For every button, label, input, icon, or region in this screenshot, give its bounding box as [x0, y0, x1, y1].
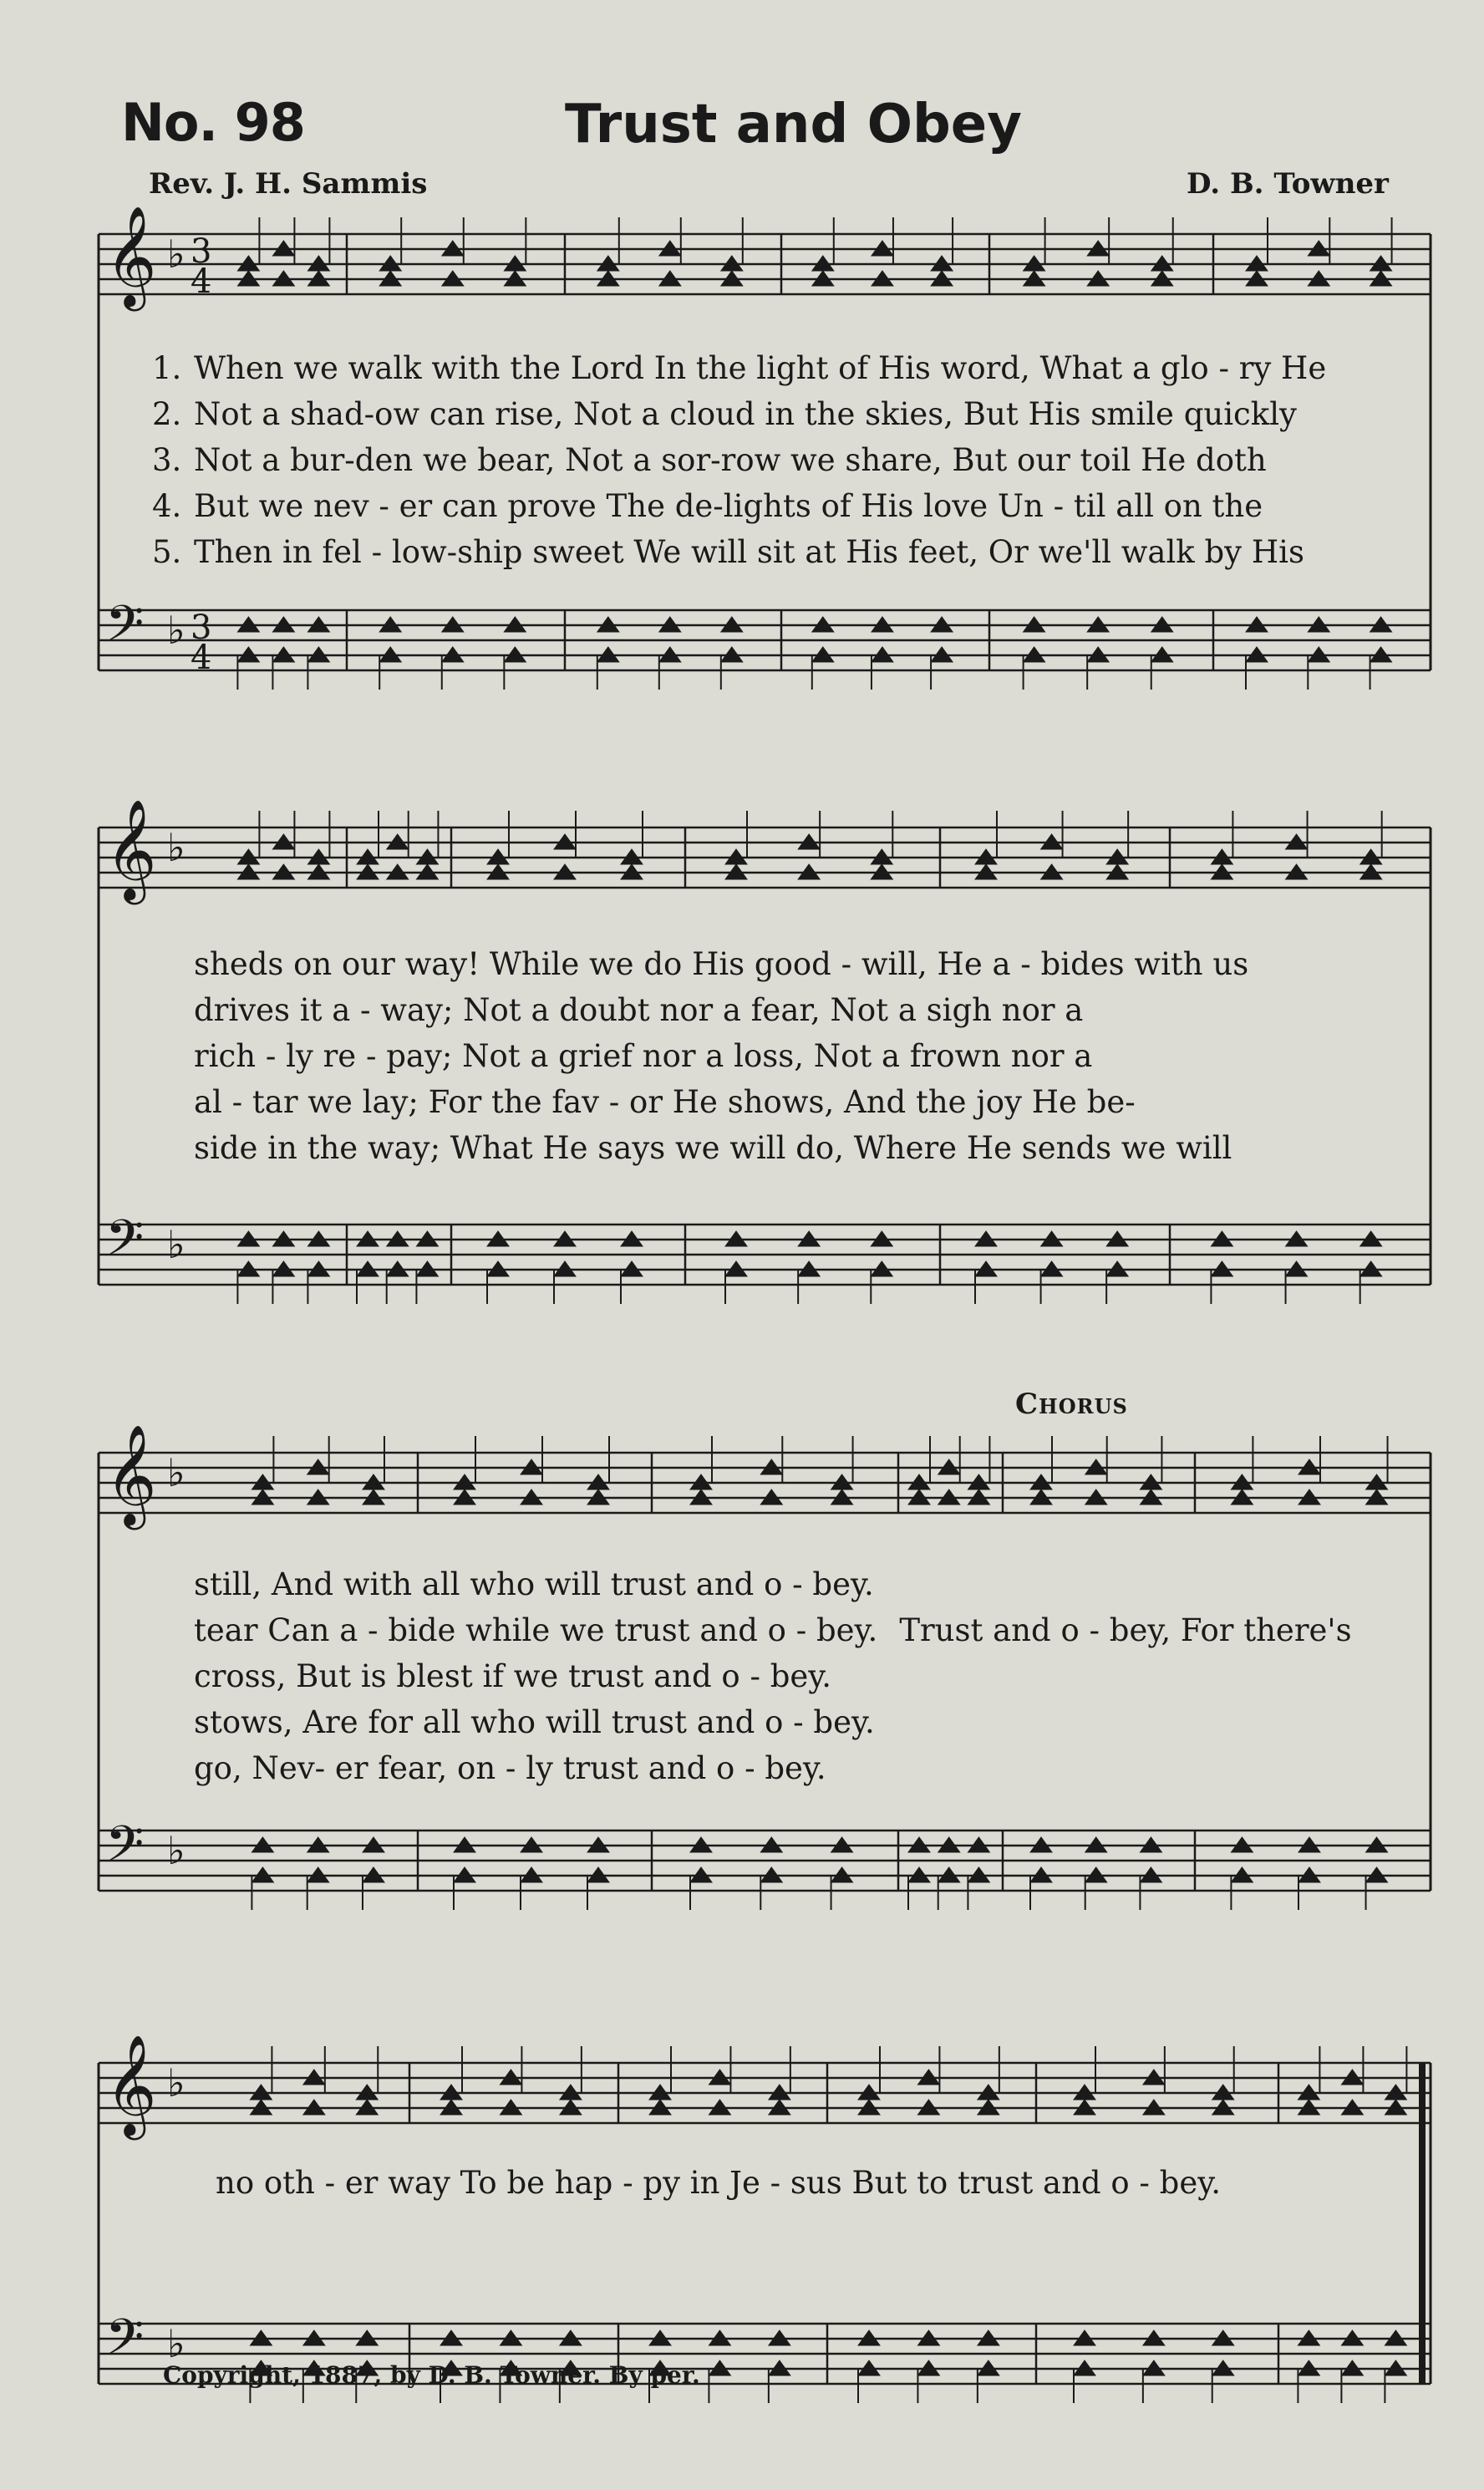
system-2-lyrics: [194, 941, 1248, 1171]
verse-line: still, And with all who will trust and o - bey.: [194, 1566, 874, 1602]
verse-line: 1. When we walk with the Lord In the light of His word, What a glo - ry He: [152, 350, 1327, 386]
time-sig-top: 3: [191, 608, 212, 647]
verse-line: rich - ly re - pay; Not a grief nor a loss, Not a frown nor a: [194, 1038, 1093, 1074]
flat-sign-icon: ♭: [167, 2321, 186, 2366]
verse-line: sheds on our way! While we do His good - will, He a - bides with us: [194, 946, 1249, 982]
verse-line: cross, But is blest if we trust and o - bey.: [194, 1658, 832, 1694]
flat-sign-icon: ♭: [167, 232, 186, 277]
verse-line: 4. But we nev - er can prove The de-lights of His love Un - til all on the: [152, 488, 1263, 524]
verse-line: stows, Are for all who will trust and o - bey.: [194, 1704, 875, 1740]
copyright-notice: Copyright, 1887, by D. B. Towner. By per.: [163, 2361, 700, 2389]
time-sig-bottom: 4: [191, 262, 212, 301]
system-1-lyrics: [152, 345, 1326, 575]
verse-line: go, Nev- er fear, on - ly trust and o - bey.: [194, 1750, 826, 1786]
hymn-number: No. 98: [121, 92, 305, 153]
bass-clef-icon: 𝄢: [105, 2308, 145, 2378]
bass-clef-icon: 𝄢: [105, 1209, 145, 1279]
treble-clef-icon: 𝄞: [105, 1423, 157, 1525]
chorus-label: Chorus: [1015, 1388, 1128, 1421]
flat-sign-icon: ♭: [167, 1450, 186, 1495]
flat-sign-icon: ♭: [167, 608, 186, 653]
bass-clef-icon: 𝄢: [105, 594, 145, 665]
verse-line: side in the way; What He says we will do, Where He sends we will: [194, 1130, 1232, 1166]
flat-sign-icon: ♭: [167, 2060, 186, 2106]
verse-line: al - tar we lay; For the fav - or He shows, And the joy He be-: [194, 1084, 1136, 1120]
verse-line: tear Can a - bide while we trust and o - bey. Trust and o - bey, For there's: [194, 1612, 1352, 1648]
verse-line: 3. Not a bur-den we bear, Not a sor-row we share, But our toil He doth: [152, 442, 1267, 478]
treble-clef-icon: 𝄞: [105, 205, 157, 307]
flat-sign-icon: ♭: [167, 1828, 186, 1873]
verse-line: drives it a - way; Not a doubt nor a fear, Not a sigh nor a: [194, 992, 1084, 1028]
lyricist-credit: Rev. J. H. Sammis: [149, 167, 428, 201]
verse-line: 2. Not a shad-ow can rise, Not a cloud in the skies, But His smile quickly: [152, 396, 1297, 432]
bass-clef-icon: 𝄢: [105, 1815, 145, 1885]
flat-sign-icon: ♭: [167, 825, 186, 870]
verse-line: 5. Then in fel - low-ship sweet We will sit at His feet, Or we'll walk by His: [152, 534, 1304, 570]
flat-sign-icon: ♭: [167, 1222, 186, 1267]
treble-clef-icon: 𝄞: [105, 798, 157, 900]
system-3-lyrics: [194, 1561, 1352, 1791]
refrain-lyric: no oth - er way To be hap - py in Je - sus But to trust and o - bey.: [216, 2165, 1222, 2201]
time-sig-bottom: 4: [191, 639, 212, 677]
chorus-lyric: Trust and o - bey, For there's: [899, 1612, 1352, 1648]
hymn-title: Trust and Obey: [565, 94, 1022, 155]
treble-clef-icon: 𝄞: [105, 2034, 157, 2136]
time-sig-top: 3: [191, 232, 212, 271]
composer-credit: D. B. Towner: [1187, 167, 1389, 201]
